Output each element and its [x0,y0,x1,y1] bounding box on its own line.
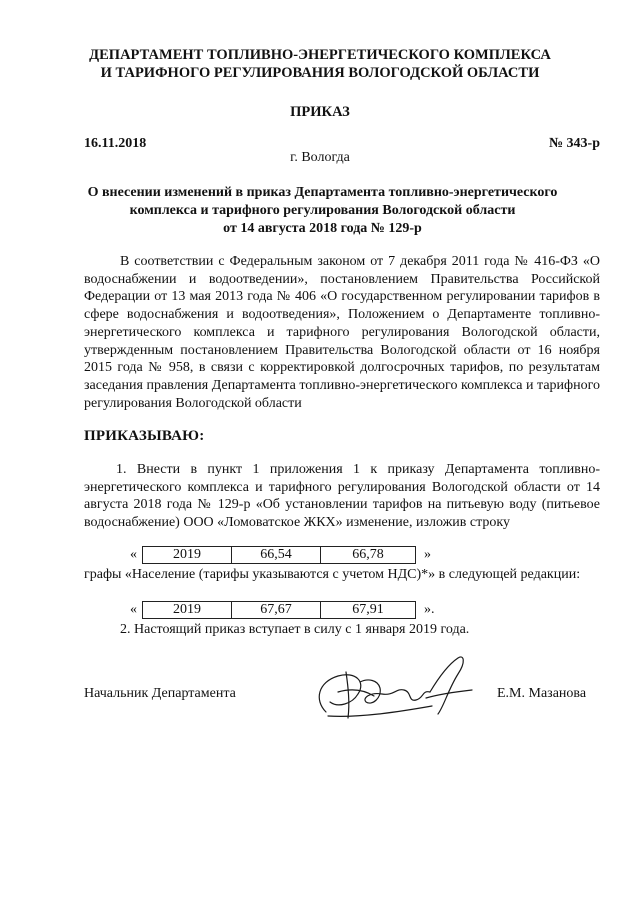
document-type: ПРИКАЗ [290,104,350,120]
new-row-value-1: 67,67 [232,602,321,619]
old-row-value-2: 66,78 [321,547,416,564]
column-reference-paragraph: графы «Население (тарифы указываются с учетом НДС)*» в следующей редакции: [84,567,581,582]
order-city: г. Вологда [290,150,350,165]
department-header-line-1: ДЕПАРТАМЕНТ ТОПЛИВНО-ЭНЕРГЕТИЧЕСКОГО КОМПЛЕКСА [89,47,551,63]
order-number: № 343-р [548,136,600,151]
order-subject [80,184,565,238]
order-date: 16.11.2018 [84,136,147,151]
new-row-year: 2019 [143,602,232,619]
old-tariff-table [142,546,416,564]
new-tariff-row [84,600,600,620]
old-row-open-quote: « [130,547,137,562]
paragraph-2: 2. Настоящий приказ вступает в силу с 1 января 2019 года. [120,622,470,637]
old-row-value-1: 66,54 [232,547,321,564]
old-row-close-quote: » [424,547,431,562]
subject-line-2: комплекса и тарифного регулирования Вологодской области [129,203,516,218]
department-header-line-2: И ТАРИФНОГО РЕГУЛИРОВАНИЯ ВОЛОГОДСКОЙ ОБЛАСТИ [100,65,540,81]
preamble-paragraph: В соответствии с Федеральным законом от 7 декабря 2011 года № 416-ФЗ «О водоснабжении и водоотведении», постановлением Правительства Российской Федерации от 13 мая 2013 года № 406 «О государственном регулировании тарифов в сфере водоснабжения и водоотведения», Положением о Департаменте топливно-энергетического комплекса и тарифного регулирования Вологодской области, утвержденным постановлением Правительства Вологодской области от 16 ноября 2015 года № 958, в связи с корректировкой долгосрочных тарифов, по результатам заседания правления Департамента топливно-энергетического комплекса и тарифного регулирования Вологодской области [84,254,600,411]
handwritten-signature [308,652,478,728]
signatory-name: Е.М. Мазанова [497,686,587,701]
new-row-value-2: 67,91 [321,602,416,619]
new-row-open-quote: « [130,602,137,617]
subject-line-3: от 14 августа 2018 года № 129-р [223,221,422,236]
signatory-title: Начальник Департамента [84,686,236,701]
new-tariff-table [142,601,416,619]
paragraph-1: 1. Внести в пункт 1 приложения 1 к приказу Департамента топливно-энергетического комплекса и тарифного регулирования Вологодской области от 14 августа 2018 года № 129-р «Об установлении тарифов на питьевую воду (питьевое водоснабжение) ООО «Ломоватское ЖКХ» изменение, изложив строку [84,462,600,530]
old-row-year: 2019 [143,547,232,564]
subject-line-1: О внесении изменений в приказ Департамента топливно-энергетического [87,185,558,200]
orders-heading: ПРИКАЗЫВАЮ: [84,428,205,444]
old-tariff-row [84,545,600,565]
new-row-close-quote: ». [424,602,435,617]
department-header [60,46,580,82]
